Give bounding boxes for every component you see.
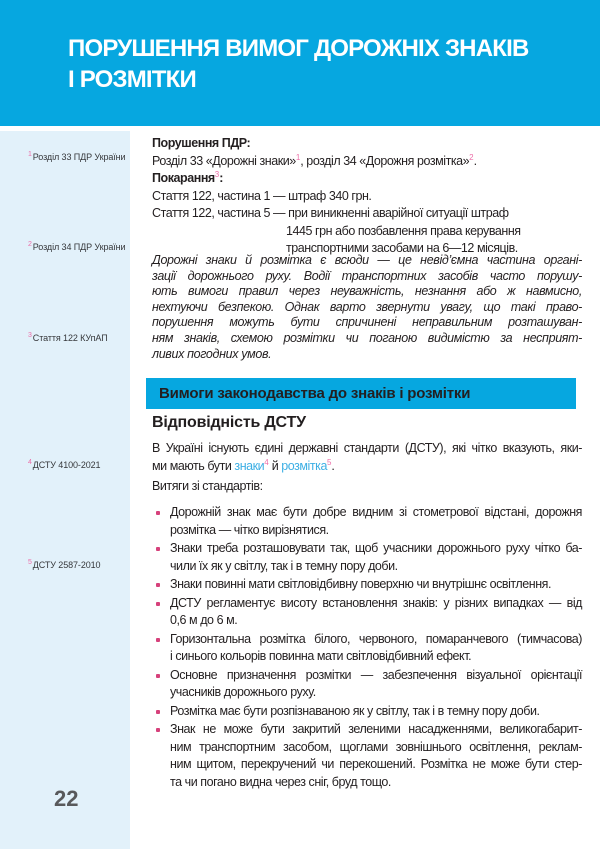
bullet-line: Основне призначення розмітки — забезпечення візуальної орієнтації [170, 667, 582, 682]
violation-ref-part3: . [473, 153, 477, 168]
chapter-title-line2: І РОЗМІТКИ [68, 66, 196, 93]
standard-bullet-item [152, 595, 582, 630]
bullet-line: Горизонтальна розмітка білого, червоного, помаранчевого (тимчасова) [170, 631, 582, 646]
footnote-marker-4: 4 [264, 457, 269, 467]
intro-paragraph [152, 253, 582, 362]
dstu-line2-text: ми мають бути [152, 458, 235, 473]
intro-line: ють вимоги правил через неуважність, незнання або ж навмисно, [152, 284, 582, 299]
punishment-colon: : [219, 171, 223, 185]
footnote-text: Розділ 33 ПДР України [32, 152, 126, 162]
article-122-part5-line3: транспортними засобами на 6—12 місяців. [286, 241, 518, 255]
bullet-line: Знак не може бути закритий зеленими насадженнями, великогабарит- [170, 722, 582, 736]
intro-line: зації дорожнього руху. Водії транспортних засобів часто порушу- [152, 268, 582, 283]
footnote-text: Розділ 34 ПДР України [32, 242, 126, 252]
punishment-heading: Покарання [152, 171, 215, 185]
bullet-marker-icon [156, 638, 160, 642]
standard-bullet-item [152, 576, 582, 594]
intro-line: ням знаків, схемою розмітки чи поганою видимістю за несприят- [152, 330, 582, 345]
footnote-marker-5: 5 [326, 457, 332, 467]
bullet-marker-icon [156, 511, 160, 515]
violation-reference-line [152, 153, 582, 171]
violation-ref-part1: Розділ 33 «Дорожні знаки» [152, 153, 296, 168]
intro-line: порушення можуть бути спричинені неправильним розташуван- [152, 315, 582, 330]
footnote-number: 2 [28, 241, 32, 248]
bullet-marker-icon [156, 710, 160, 714]
dstu-line2-conj: й [268, 458, 282, 473]
subsection-heading: Відповідність ДСТУ [152, 414, 306, 431]
footnote-text: Стаття 122 КУпАП [32, 333, 108, 343]
section-bar-title: Вимоги законодавства до знаків і розмітки [159, 385, 471, 402]
bullet-line: Знаки треба розташовувати так, щоб учасники дорожнього руху чітко ба- [170, 541, 582, 555]
bullet-line: і синього кольорів повинна мати світловідбивний ефект. [170, 649, 472, 663]
bullet-line: Дорожній знак має бути добре видним зі стометрової відстані, дорожня [170, 505, 582, 519]
bullet-line: Розмітка має бути розпізнаваною як у світлу, так і в темну пору доби. [170, 703, 540, 718]
chapter-title-line1: ПОРУШЕННЯ ВИМОГ ДОРОЖНІХ ЗНАКІВ [68, 35, 529, 62]
article-122-part1-line: Стаття 122, частина 1 — штраф 340 грн. [152, 188, 372, 203]
standard-bullet-item [152, 631, 582, 666]
standard-bullet-item [152, 540, 582, 575]
footnote-marker-2: 2 [469, 152, 474, 162]
violation-summary [152, 135, 582, 258]
footnote-number: 5 [28, 559, 32, 566]
violation-ref-part2: , розділ 34 «Дорожня розмітка» [300, 153, 470, 168]
bullet-marker-icon [156, 547, 160, 551]
extracts-label: Витяги зі стандартів: [152, 479, 263, 493]
article-122-part5-line1: Стаття 122, частина 5 — при виникненні аварійної ситуації штраф [152, 206, 509, 220]
article-122-part5-line2: 1445 грн або позбавлення права керування [286, 223, 521, 238]
bullet-line: чили їх як у світлу, так і в темну пору доби. [170, 558, 398, 573]
bullet-line: 0,6 м до 6 м. [170, 613, 238, 627]
bullet-line: ним транспортним засобом, щоглами зовнішнього освітлення, реклам- [170, 739, 582, 754]
footnote-number: 1 [28, 151, 32, 158]
footnote-number: 3 [28, 332, 32, 339]
violation-heading: Порушення ПДР: [152, 136, 251, 150]
bullet-marker-icon [156, 602, 160, 606]
punishment-heading-line [152, 170, 582, 188]
page-number: 22 [54, 786, 79, 811]
standard-bullet-item [152, 667, 582, 702]
footnote-marker-1: 1 [295, 152, 301, 162]
intro-line: нехтуючи безпекою. Однак варто звернути увагу, що такі право- [152, 299, 582, 314]
bullet-line: ним щитом, перекручений чи перекошений. Розмітка не може бути стер- [170, 757, 582, 771]
standard-bullet-item [152, 504, 582, 539]
footnote-text: ДСТУ 4100-2021 [32, 460, 101, 470]
standard-bullet-item [152, 703, 582, 721]
keyword-rozmitka: розмітка [281, 458, 327, 473]
bullet-line: Знаки повинні мати світловідбивну поверхню чи внутрішнє освітлення. [170, 577, 552, 591]
keyword-znaky: знаки [234, 458, 265, 473]
dstu-line1: В Україні існують єдині державні стандарти (ДСТУ), які чітко вказують, яки- [152, 441, 582, 455]
bullet-marker-icon [156, 674, 160, 678]
intro-line: Дорожні знаки й розмітка є всюди — це невід’ємна частина органі- [152, 253, 582, 267]
dstu-line2-period: . [331, 458, 335, 473]
bullet-line: розмітка — чітко вирізнятися. [170, 522, 329, 537]
bullet-line: та чи погано видна через сніг, бруд тощо. [170, 774, 391, 789]
bullet-line: ДСТУ регламентує висоту встановлення знаків: у різних випадках — від [170, 595, 582, 610]
footnote-number: 4 [28, 459, 32, 466]
dstu-line2 [152, 458, 582, 476]
standards-bullet-list [152, 504, 582, 792]
bullet-marker-icon [156, 583, 160, 587]
intro-line: ливих погодних умов. [152, 346, 272, 361]
footnote-text: ДСТУ 2587-2010 [32, 560, 101, 570]
dstu-paragraph [152, 440, 582, 475]
bullet-marker-icon [156, 728, 160, 732]
section-bar [146, 378, 576, 409]
standard-bullet-item [152, 721, 582, 791]
bullet-line: учасників дорожнього руху. [170, 685, 316, 699]
footnote-marker-3: 3 [214, 169, 220, 179]
